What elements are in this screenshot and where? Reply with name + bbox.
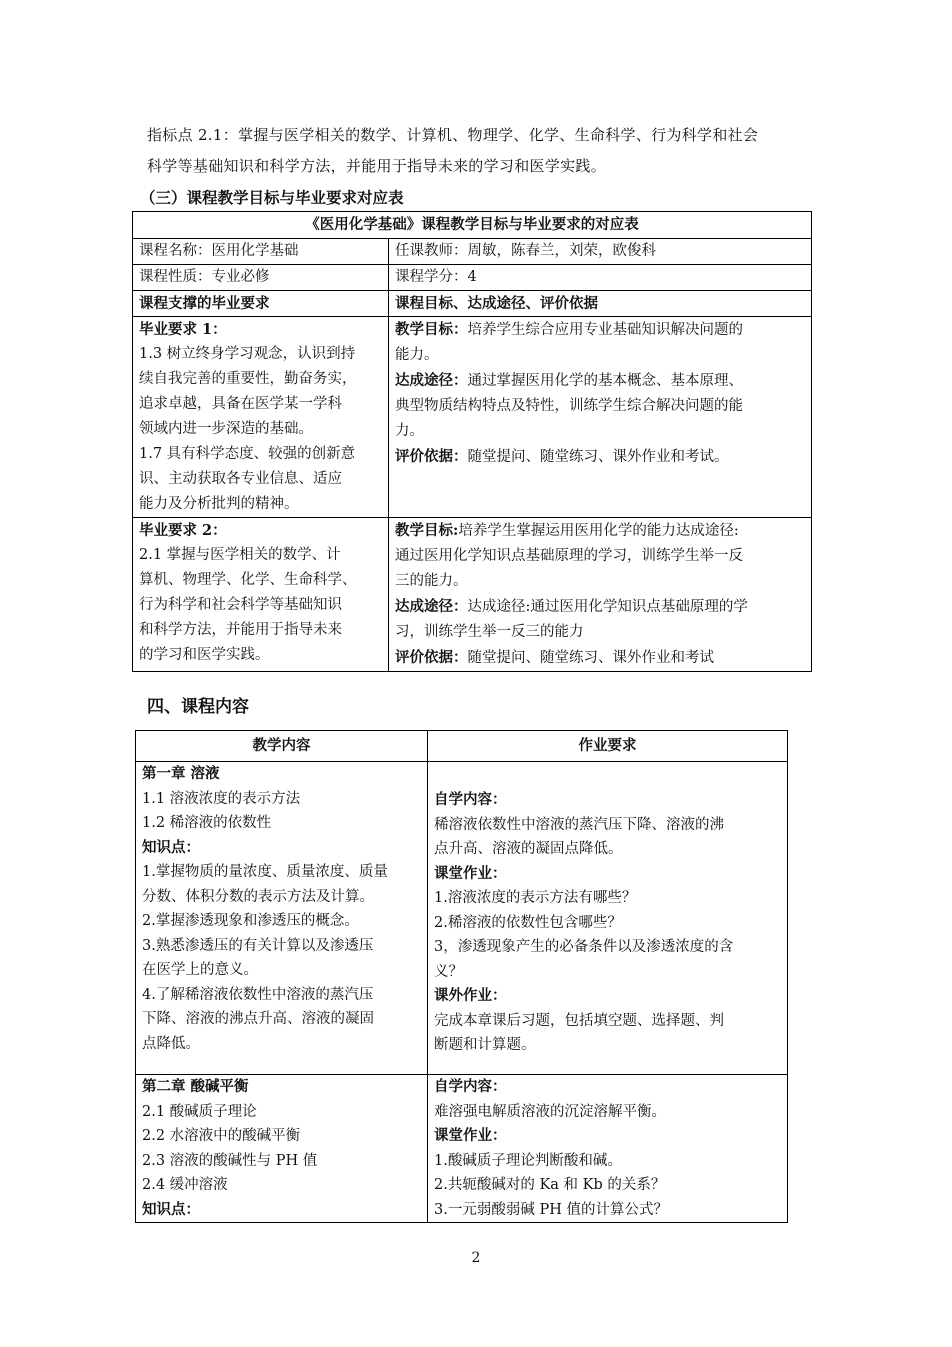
- requirement-1-line: 续自我完善的重要性，勤奋务实，: [139, 371, 357, 387]
- achievement-path-label: 达成途径：: [395, 372, 468, 389]
- requirement-2-line: 2.1 掌握与医学相关的数学、计: [139, 547, 341, 563]
- classwork-line: 3，渗透现象产生的必备条件以及渗透浓度的含: [434, 939, 734, 955]
- classwork-line: 义？: [434, 963, 463, 980]
- achievement-path-label: 达成途径：: [395, 598, 468, 615]
- evaluation-basis-label: 评价依据：: [395, 448, 468, 465]
- knowledge-point-line: 2.掌握渗透现象和渗透压的概念。: [142, 913, 359, 929]
- knowledge-point-line: 下降、溶液的沸点升高、溶液的凝固: [142, 1011, 374, 1027]
- chapter-2-content-cell: [136, 1075, 428, 1223]
- requirement-1-line: 1.7 具有科学态度、较强的创新意: [139, 446, 356, 462]
- evaluation-basis-text: 随堂提问、随堂练习、课外作业和考试。: [467, 449, 729, 465]
- knowledge-point-line: 在医学上的意义。: [142, 962, 258, 978]
- knowledge-point-line: 3.熟悉渗透压的有关计算以及渗透压: [142, 937, 374, 954]
- objectives-table-title: 《医用化学基础》课程教学目标与毕业要求的对应表: [133, 212, 812, 239]
- requirement-1-line: 追求卓越，具备在医学某一学科: [139, 396, 342, 412]
- teaching-content-header: 教学内容: [136, 731, 428, 762]
- table-row: [133, 317, 812, 518]
- knowledge-point-line: 4.了解稀溶液依数性中溶液的蒸汽压: [142, 986, 374, 1003]
- self-study-label: 自学内容：: [434, 791, 507, 808]
- classwork-line: 2.共轭酸碱对的 Ka 和 Kb 的关系？: [434, 1177, 666, 1193]
- requirement-2-line: 行为科学和社会科学等基础知识: [139, 597, 342, 613]
- knowledge-points-label: 知识点：: [142, 838, 200, 856]
- course-content-table: [135, 730, 788, 1223]
- requirement-2-cell: [133, 518, 389, 672]
- teaching-goal-label: 教学目标:: [395, 522, 459, 539]
- self-study-line: 难溶强电解质溶液的沉淀溶解平衡。: [434, 1103, 666, 1120]
- requirement-1-title: 毕业要求 1：: [139, 321, 227, 338]
- objectives-table: [132, 211, 812, 672]
- chapter-1-content-cell: [136, 762, 428, 1075]
- classwork-label: 课堂作业：: [434, 1127, 507, 1144]
- table-row: [136, 1075, 788, 1223]
- achievement-path-text: 习，训练学生举一反三的能力: [395, 624, 584, 640]
- knowledge-point-line: 分数、体积分数的表示方法及计算。: [142, 888, 374, 905]
- chapter-2-item: 2.4 缓冲溶液: [142, 1177, 228, 1193]
- requirement-1-line: 识、主动获取各专业信息、适应: [139, 471, 342, 487]
- chapter-2-item: 2.2 水溶液中的酸碱平衡: [142, 1128, 301, 1144]
- table-row: [133, 518, 812, 672]
- table-row: [136, 762, 788, 1075]
- achievement-path-text: 典型物质结构特点及特性，训练学生综合解决问题的能: [395, 398, 743, 414]
- homework-label: 课外作业：: [434, 987, 507, 1004]
- self-study-line: 稀溶液依数性中溶液的蒸汽压下降、溶液的沸: [434, 816, 724, 833]
- classwork-line: 3.一元弱酸弱碱 PH 值的计算公式？: [434, 1201, 668, 1218]
- course-name-cell: 课程名称：医用化学基础: [133, 239, 389, 265]
- chapter-1-title: 第一章 溶液: [142, 765, 220, 782]
- classwork-line: 1.酸碱质子理论判断酸和碱。: [434, 1152, 622, 1169]
- teacher-cell: 任课教师：周敏，陈春兰，刘荣，欧俊科: [389, 239, 812, 265]
- evaluation-basis-label: 评价依据：: [395, 649, 468, 666]
- requirement-2-line: 和科学方法，并能用于指导未来: [139, 622, 342, 638]
- knowledge-point-line: 点降低。: [142, 1035, 200, 1052]
- teaching-goal-label: 教学目标：: [395, 321, 468, 338]
- achievement-path-text: 力。: [395, 423, 424, 439]
- classwork-line: 2.稀溶液的依数性包含哪些？: [434, 914, 622, 931]
- requirement-1-cell: [133, 317, 389, 518]
- course-nature-cell: 课程性质：专业必修: [133, 265, 389, 291]
- teaching-goal-text: 三的能力。: [395, 573, 468, 589]
- intro-paragraph: [147, 122, 827, 180]
- self-study-label: 自学内容：: [434, 1078, 507, 1095]
- chapter-2-assignment-cell: [428, 1075, 788, 1223]
- requirement-2-line: 算机、物理学、化学、生命科学、: [139, 572, 357, 588]
- teaching-goal-text: 能力。: [395, 347, 439, 363]
- teaching-goal-text: 通过医用化学知识点基础原理的学习，训练学生举一反: [395, 548, 743, 564]
- requirement-1-line: 领域内进一步深造的基础。: [139, 421, 313, 437]
- classwork-label: 课堂作业：: [434, 864, 507, 882]
- page-number: 2: [471, 1250, 481, 1266]
- evaluation-basis-text: 随堂提问、随堂练习、课外作业和考试: [467, 650, 714, 666]
- supported-requirements-header: 课程支撑的毕业要求: [133, 291, 389, 317]
- requirement-1-line: 能力及分析批判的精神。: [139, 496, 299, 512]
- teaching-goal-text: 培养学生综合应用专业基础知识解决问题的: [467, 322, 743, 338]
- goals-2-cell: [389, 518, 812, 672]
- homework-line: 断题和计算题。: [434, 1037, 536, 1053]
- chapter-2-item: 2.3 溶液的酸碱性与 PH 值: [142, 1152, 318, 1169]
- course-credit-cell: 课程学分：4: [389, 265, 812, 291]
- self-study-line: 点升高、溶液的凝固点降低。: [434, 841, 623, 857]
- chapter-1-assignment-cell: [428, 762, 788, 1075]
- achievement-path-text: 通过掌握医用化学的基本概念、基本原理、: [467, 373, 743, 389]
- requirement-2-line: 的学习和医学实践。: [139, 647, 270, 663]
- requirement-2-title: 毕业要求 2：: [139, 522, 227, 539]
- teaching-goal-text: 培养学生掌握运用医用化学的能力达成途径:: [458, 523, 739, 539]
- section-4-heading: 四、课程内容: [147, 697, 249, 717]
- intro-line-2: 科学等基础知识和科学方法，并能用于指导未来的学习和医学实践。: [147, 157, 607, 175]
- chapter-2-title: 第二章 酸碱平衡: [142, 1078, 249, 1095]
- chapter-2-item: 2.1 酸碱质子理论: [142, 1103, 257, 1120]
- course-goals-header: 课程目标、达成途径、评价依据: [389, 291, 812, 317]
- knowledge-points-label: 知识点：: [142, 1200, 200, 1218]
- chapter-1-item: 1.1 溶液浓度的表示方法: [142, 790, 301, 807]
- section-3-heading: （三）课程教学目标与毕业要求对应表: [140, 188, 404, 207]
- achievement-path-text: 达成途径:通过医用化学知识点基础原理的学: [467, 599, 748, 615]
- intro-line-1: 指标点 2.1：掌握与医学相关的数学、计算机、物理学、化学、生命科学、行为科学和社会: [147, 126, 759, 144]
- assignment-header: 作业要求: [428, 731, 788, 762]
- chapter-1-item: 1.2 稀溶液的依数性: [142, 815, 272, 831]
- knowledge-point-line: 1.掌握物质的量浓度、质量浓度、质量: [142, 864, 388, 880]
- classwork-line: 1.溶液浓度的表示方法有哪些？: [434, 890, 637, 906]
- goals-1-cell: [389, 317, 812, 518]
- homework-line: 完成本章课后习题，包括填空题、选择题、判: [434, 1012, 724, 1029]
- requirement-1-line: 1.3 树立终身学习观念，认识到持: [139, 346, 356, 362]
